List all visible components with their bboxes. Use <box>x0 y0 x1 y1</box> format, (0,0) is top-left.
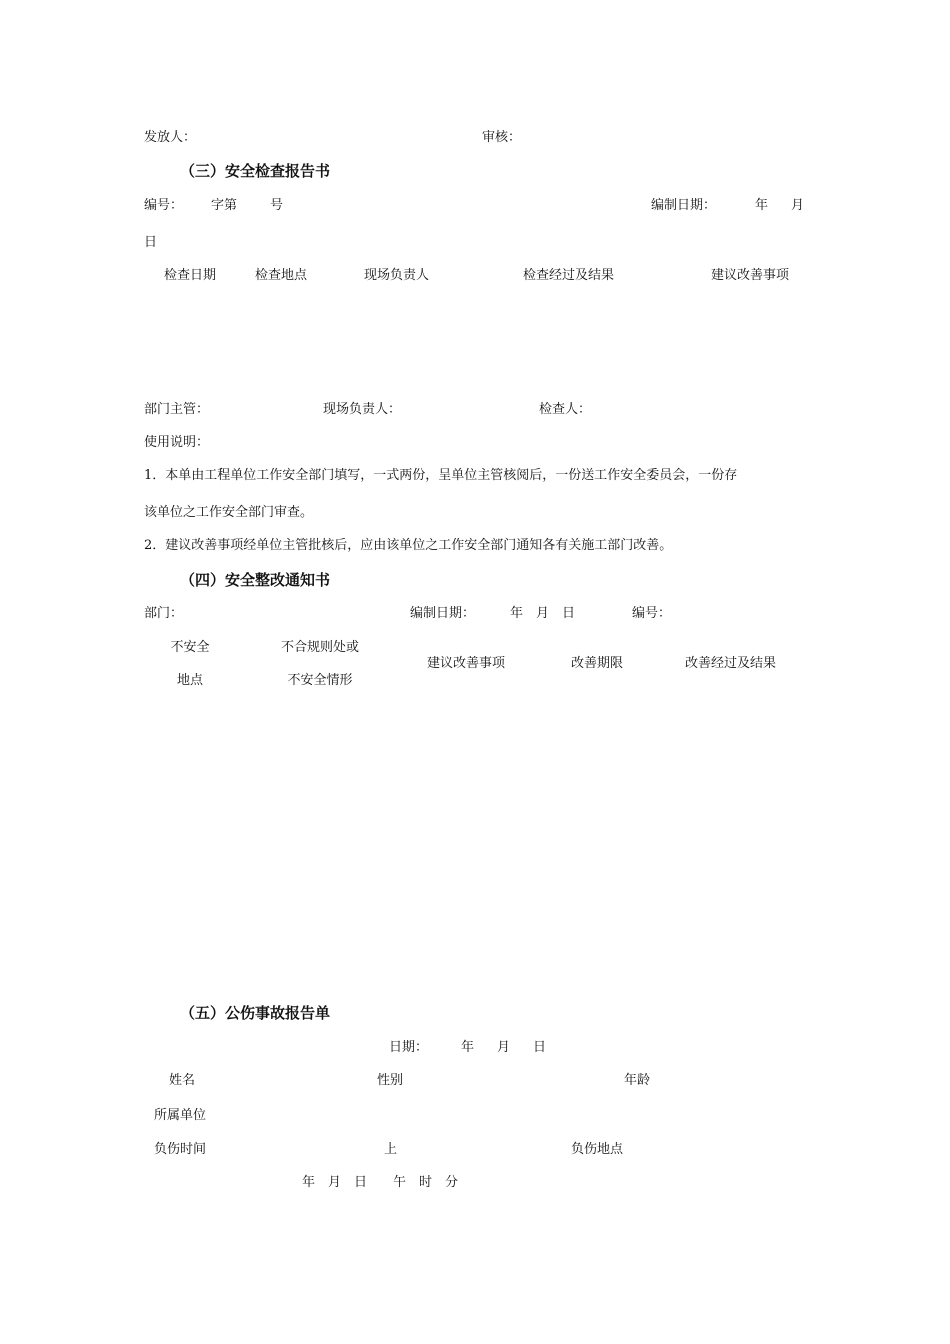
sec4-serial: 编号： <box>632 606 672 621</box>
sec4-col5: 改善经过及结果 <box>685 656 777 671</box>
sec5-name: 姓名 <box>169 1073 196 1088</box>
section3-title: （三）安全检查报告书 <box>180 162 331 180</box>
sec5-time-row: 年 月 日 午 时 分 <box>302 1175 459 1190</box>
sec3-site-lead: 现场负责人： <box>323 402 402 417</box>
sec3-col-date: 检查日期 <box>164 268 217 283</box>
sec5-date-label: 日期： <box>389 1040 429 1055</box>
sec5-unit: 所属单位 <box>154 1108 207 1123</box>
sec3-dept-head: 部门主管： <box>144 402 210 417</box>
sec3-col-suggest: 建议改善事项 <box>711 268 790 283</box>
sec5-am: 上 <box>384 1142 398 1157</box>
usage-note1-line1: 1．本单由工程单位工作安全部门填写，一式两份，呈单位主管核阅后，一份送工作安全委员会，一份存 <box>144 468 738 483</box>
sec3-date-month: 月 <box>791 198 805 213</box>
usage-title: 使用说明： <box>144 435 210 450</box>
sec4-col1-line1: 不安全 <box>170 640 210 655</box>
reviewer-label: 审核： <box>482 130 522 145</box>
sec5-age: 年龄 <box>624 1073 651 1088</box>
section4-title: （四）安全整改通知书 <box>180 571 331 589</box>
sec5-date-day: 日 <box>533 1040 547 1055</box>
sec5-injury-place: 负伤地点 <box>571 1142 624 1157</box>
sec3-date-year: 年 <box>755 198 769 213</box>
sec4-col4: 改善期限 <box>571 656 624 671</box>
sec5-date-month: 月 <box>497 1040 511 1055</box>
sec3-date-day: 日 <box>144 235 158 250</box>
sec3-serial-hao: 号 <box>270 198 284 213</box>
sec4-date-label: 编制日期： <box>410 606 476 621</box>
sec3-col-place: 检查地点 <box>255 268 308 283</box>
section5-title: （五）公伤事故报告单 <box>180 1004 331 1022</box>
sec3-col-lead: 现场负责人 <box>364 268 430 283</box>
sec4-col1-line2: 地点 <box>176 673 203 688</box>
sec5-injury-time: 负伤时间 <box>154 1142 207 1157</box>
sec4-col2-line2: 不安全情形 <box>287 673 353 688</box>
sec3-serial-zi: 字第 <box>211 198 238 213</box>
sec4-dept: 部门： <box>144 606 184 621</box>
sec5-date-year: 年 <box>461 1040 475 1055</box>
sec3-inspector: 检查人： <box>539 402 592 417</box>
usage-note2: 2．建议改善事项经单位主管批核后，应由该单位之工作安全部门通知各有关施工部门改善。 <box>144 538 673 553</box>
sec5-gender: 性别 <box>377 1073 404 1088</box>
sec4-col3: 建议改善事项 <box>427 656 506 671</box>
sec3-serial-label: 编号： <box>144 198 184 213</box>
usage-note1-line2: 该单位之工作安全部门审查。 <box>144 505 314 520</box>
sec4-date-value: 年 月 日 <box>510 606 576 621</box>
sec4-col2-line1: 不合规则处或 <box>280 640 359 655</box>
issuer-label: 发放人： <box>144 130 197 145</box>
sec3-col-result: 检查经过及结果 <box>523 268 615 283</box>
sec3-date-label: 编制日期： <box>651 198 717 213</box>
